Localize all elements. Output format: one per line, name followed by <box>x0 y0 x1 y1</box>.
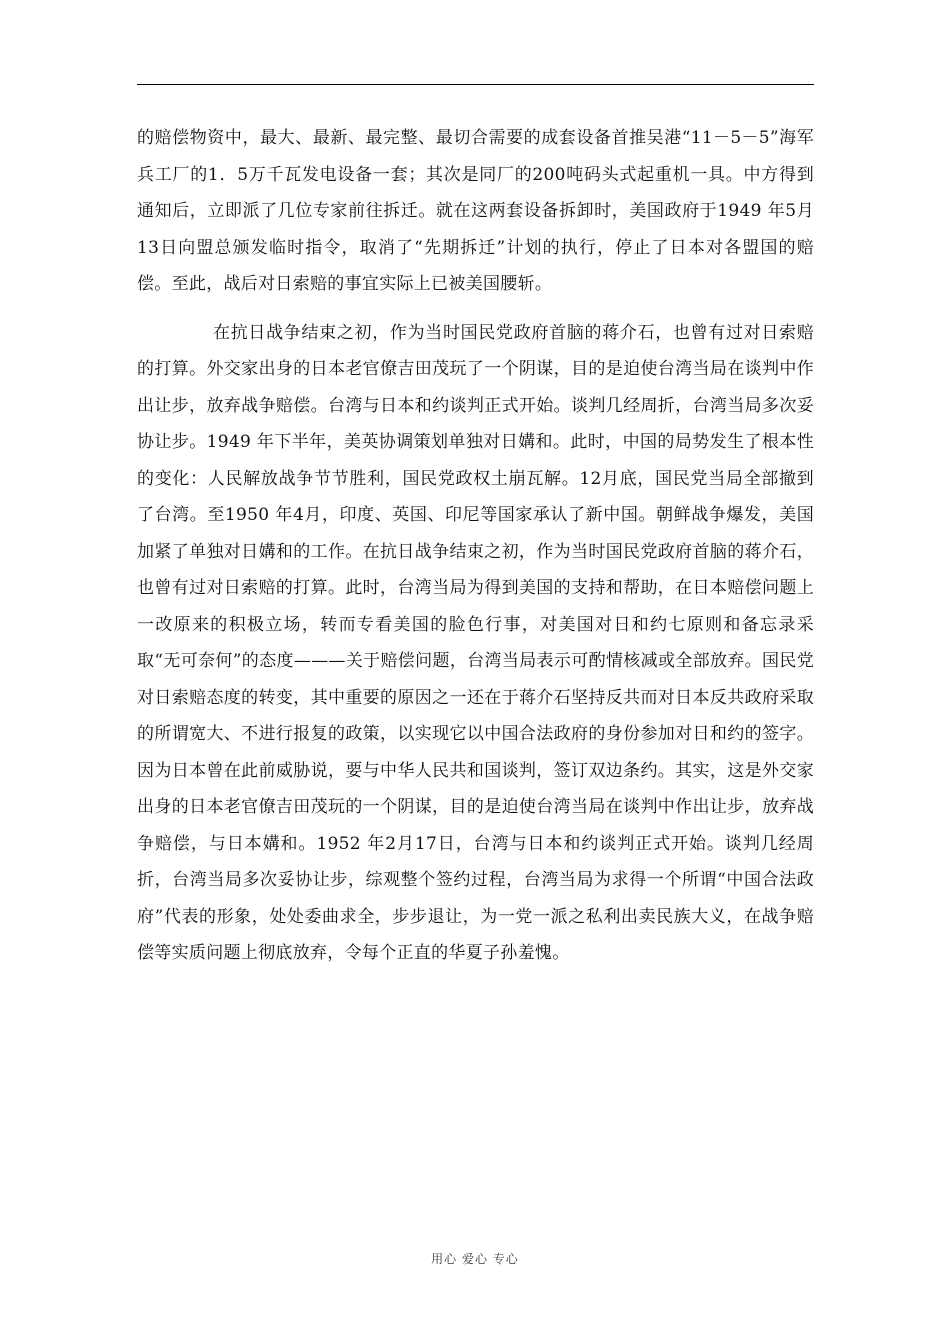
header-rule <box>137 84 814 85</box>
document-body <box>137 120 814 972</box>
paragraph-2: 在抗日战争结束之初，作为当时国民党政府首脑的蒋介石，也曾有过对日索赔的打算。外交家出身的日本老官僚吉田茂玩了一个阴谋，目的是迫使台湾当局在谈判中作出让步，放弃战争赔偿。台湾与日本和约谈判正式开始。谈判几经周折，台湾当局多次妥协让步。1949 年下半年，美英协调策划单独对日媾和。此时，中国的局势发生了根本性的变化：人民解放战争节节胜利，国民党政权土崩瓦解。12月底，国民党当局全部撤到了台湾。至1950 年4月，印度、英国、印尼等国家承认了新中国。朝鲜战争爆发，美国加紧了单独对日媾和的工作。在抗日战争结束之初，作为当时国民党政府首脑的蒋介石，也曾有过对日索赔的打算。此时，台湾当局为得到美国的支持和帮助，在日本赔偿问题上一改原来的积极立场，转而专看美国的脸色行事，对美国对日和约七原则和备忘录采取“无可奈何”的态度———关于赔偿问题，台湾当局表示可酌情核减或全部放弃。国民党对日索赔态度的转变，其中重要的原因之一还在于蒋介石坚持反共而对日本反共政府采取的所谓宽大、不进行报复的政策，以实现它以中国合法政府的身份参加对日和约的签字。因为日本曾在此前威胁说，要与中华人民共和国谈判，签订双边条约。其实，这是外交家出身的日本老官僚吉田茂玩的一个阴谋，目的是迫使台湾当局在谈判中作出让步，放弃战争赔偿，与日本媾和。1952 年2月17日，台湾与日本和约谈判正式开始。谈判几经周折，台湾当局多次妥协让步，综观整个签约过程，台湾当局为求得一个所谓“中国合法政府”代表的形象，处处委曲求全，步步退让，为一党一派之私利出卖民族大义，在战争赔偿等实质问题上彻底放弃，令每个正直的华夏子孙羞愧。 <box>137 322 815 963</box>
paragraph-1: 的赔偿物资中，最大、最新、最完整、最切合需要的成套设备首推吴港“11－5－5”海军兵工厂的1．5万千瓦发电设备一套；其次是同厂的200吨码头式起重机一具。中方得到通知后，立即派了几位专家前往拆迁。就在这两套设备拆卸时，美国政府于1949 年5月13日向盟总颁发临时指令，取消了“先期拆迁”计划的执行，停止了日本对各盟国的赔偿。至此，战后对日索赔的事宜实际上已被美国腰斩。 <box>137 128 815 294</box>
page-footer: 用心 爱心 专心 <box>431 1252 519 1266</box>
